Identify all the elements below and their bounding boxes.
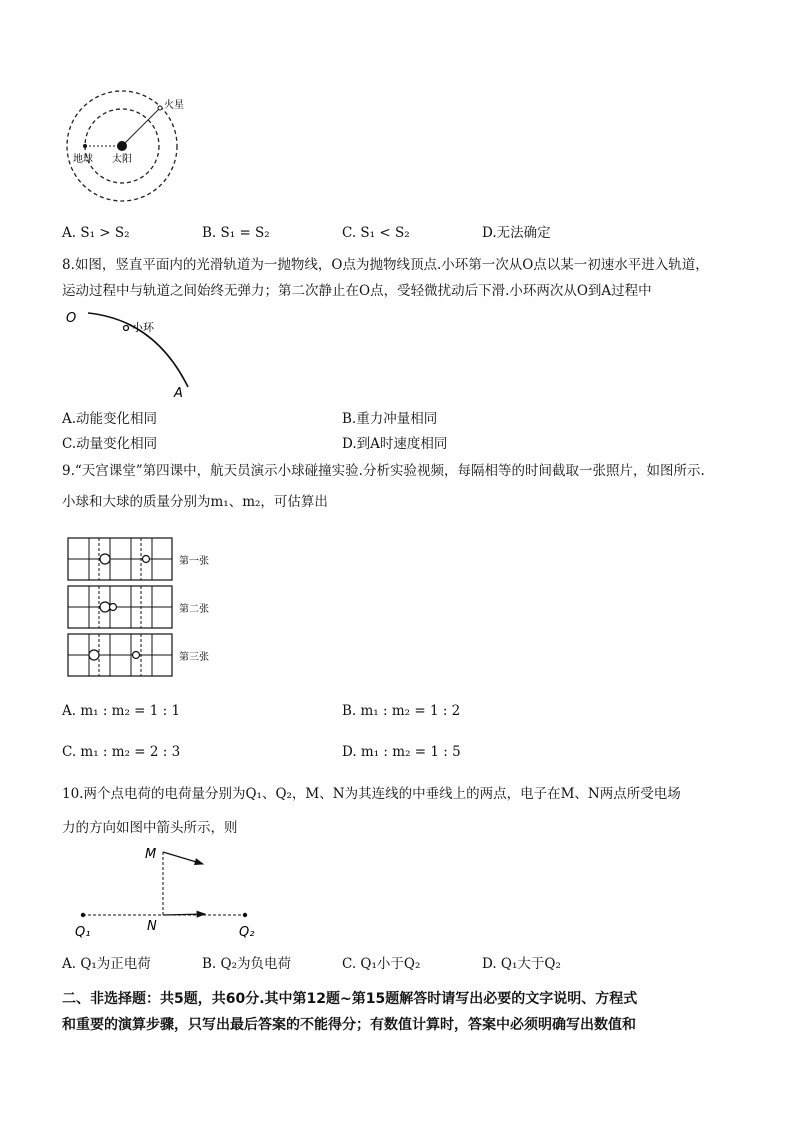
small-ball — [143, 556, 150, 563]
q7-option-a: A. S₁ > S₂ — [62, 225, 130, 241]
q1-dot — [81, 913, 85, 917]
earth-dot — [83, 144, 87, 148]
big-ball — [100, 554, 110, 564]
q7-option-c: C. S₁ < S₂ — [342, 225, 410, 241]
q8-stem-line1: 8.如图，竖直平面内的光滑轨道为一抛物线，O点为抛物线顶点.小环第一次从O点以某一初速水平进入轨道， — [62, 257, 709, 273]
q8-option-d: D.到A时速度相同 — [342, 436, 448, 452]
force-arrow-m — [163, 852, 203, 864]
section2-heading-line1: 二、非选择题：共5题，共60分.其中第12题~第15题解答时请写出必要的文字说明、方程式 — [62, 991, 638, 1007]
q9-stem-line1: 9.“天宫课堂”第四课中，航天员演示小球碰撞实验.分析实验视频，每隔相等的时间截取一张照片，如图所示. — [62, 463, 705, 479]
collision-photos-figure — [62, 535, 232, 687]
q8-option-c: C.动量变化相同 — [62, 436, 158, 452]
small-ball — [133, 652, 140, 659]
q10-stem-line2: 力的方向如图中箭头所示，则 — [62, 820, 238, 836]
q8-option-a: A.动能变化相同 — [62, 411, 158, 427]
small-ball — [110, 604, 117, 611]
orbit-figure — [60, 88, 190, 208]
mars-label: 火星 — [164, 100, 184, 111]
section2-heading-line2: 和重要的演算步骤，只写出最后答案的不能得分；有数值计算时，答案中必须明确写出数值和 — [62, 1017, 636, 1033]
charges-figure — [65, 840, 275, 945]
q7-option-b: B. S₁ = S₂ — [202, 225, 270, 241]
q8-stem-line2: 运动过程中与轨道之间始终无弹力；第二次静止在O点，受轻微扰动后下滑.小环两次从O到A过程中 — [62, 283, 652, 299]
q10-option-c: C. Q₁小于Q₂ — [342, 956, 421, 972]
point-o-label: O — [66, 311, 77, 326]
q2-dot — [243, 913, 247, 917]
q9-option-c: C. m₁ : m₂ = 2 : 3 — [62, 744, 181, 760]
parabola-figure — [60, 305, 200, 400]
ring-label: 小环 — [132, 321, 154, 334]
q9-option-a: A. m₁ : m₂ = 1 : 1 — [62, 703, 181, 719]
q9-option-b: B. m₁ : m₂ = 1 : 2 — [342, 703, 461, 719]
sun-label: 太阳 — [112, 154, 132, 165]
photo-2 — [68, 586, 172, 628]
ring-dot — [124, 326, 129, 331]
earth-label: 地球 — [73, 154, 93, 165]
point-n-label: N — [147, 919, 157, 934]
mars-dot — [158, 106, 162, 110]
q2-label: Q₂ — [239, 925, 255, 940]
photo-1 — [68, 538, 172, 580]
q8-option-b: B.重力冲量相同 — [342, 411, 438, 427]
q10-option-d: D. Q₁大于Q₂ — [482, 956, 561, 972]
q1-label: Q₁ — [75, 925, 91, 940]
photo-3-label: 第三张 — [179, 652, 209, 663]
photo-3 — [68, 634, 172, 676]
q10-option-a: A. Q₁为正电荷 — [62, 956, 151, 972]
q9-stem-line2: 小球和大球的质量分别为m₁、m₂，可估算出 — [62, 494, 328, 510]
sun-dot — [117, 141, 127, 151]
q7-option-d: D.无法确定 — [482, 225, 551, 241]
photo-1-label: 第一张 — [179, 556, 209, 567]
photo-2-label: 第二张 — [179, 604, 209, 615]
point-a-label: A — [174, 386, 183, 400]
point-m-label: M — [145, 847, 157, 862]
q10-stem-line1: 10.两个点电荷的电荷量分别为Q₁、Q₂，M、N为其连线的中垂线上的两点，电子在M、N两点所受电场 — [62, 786, 681, 802]
big-ball — [89, 650, 99, 660]
q9-option-d: D. m₁ : m₂ = 1 : 5 — [342, 744, 461, 760]
q10-option-b: B. Q₂为负电荷 — [202, 956, 291, 972]
big-ball — [100, 602, 110, 612]
